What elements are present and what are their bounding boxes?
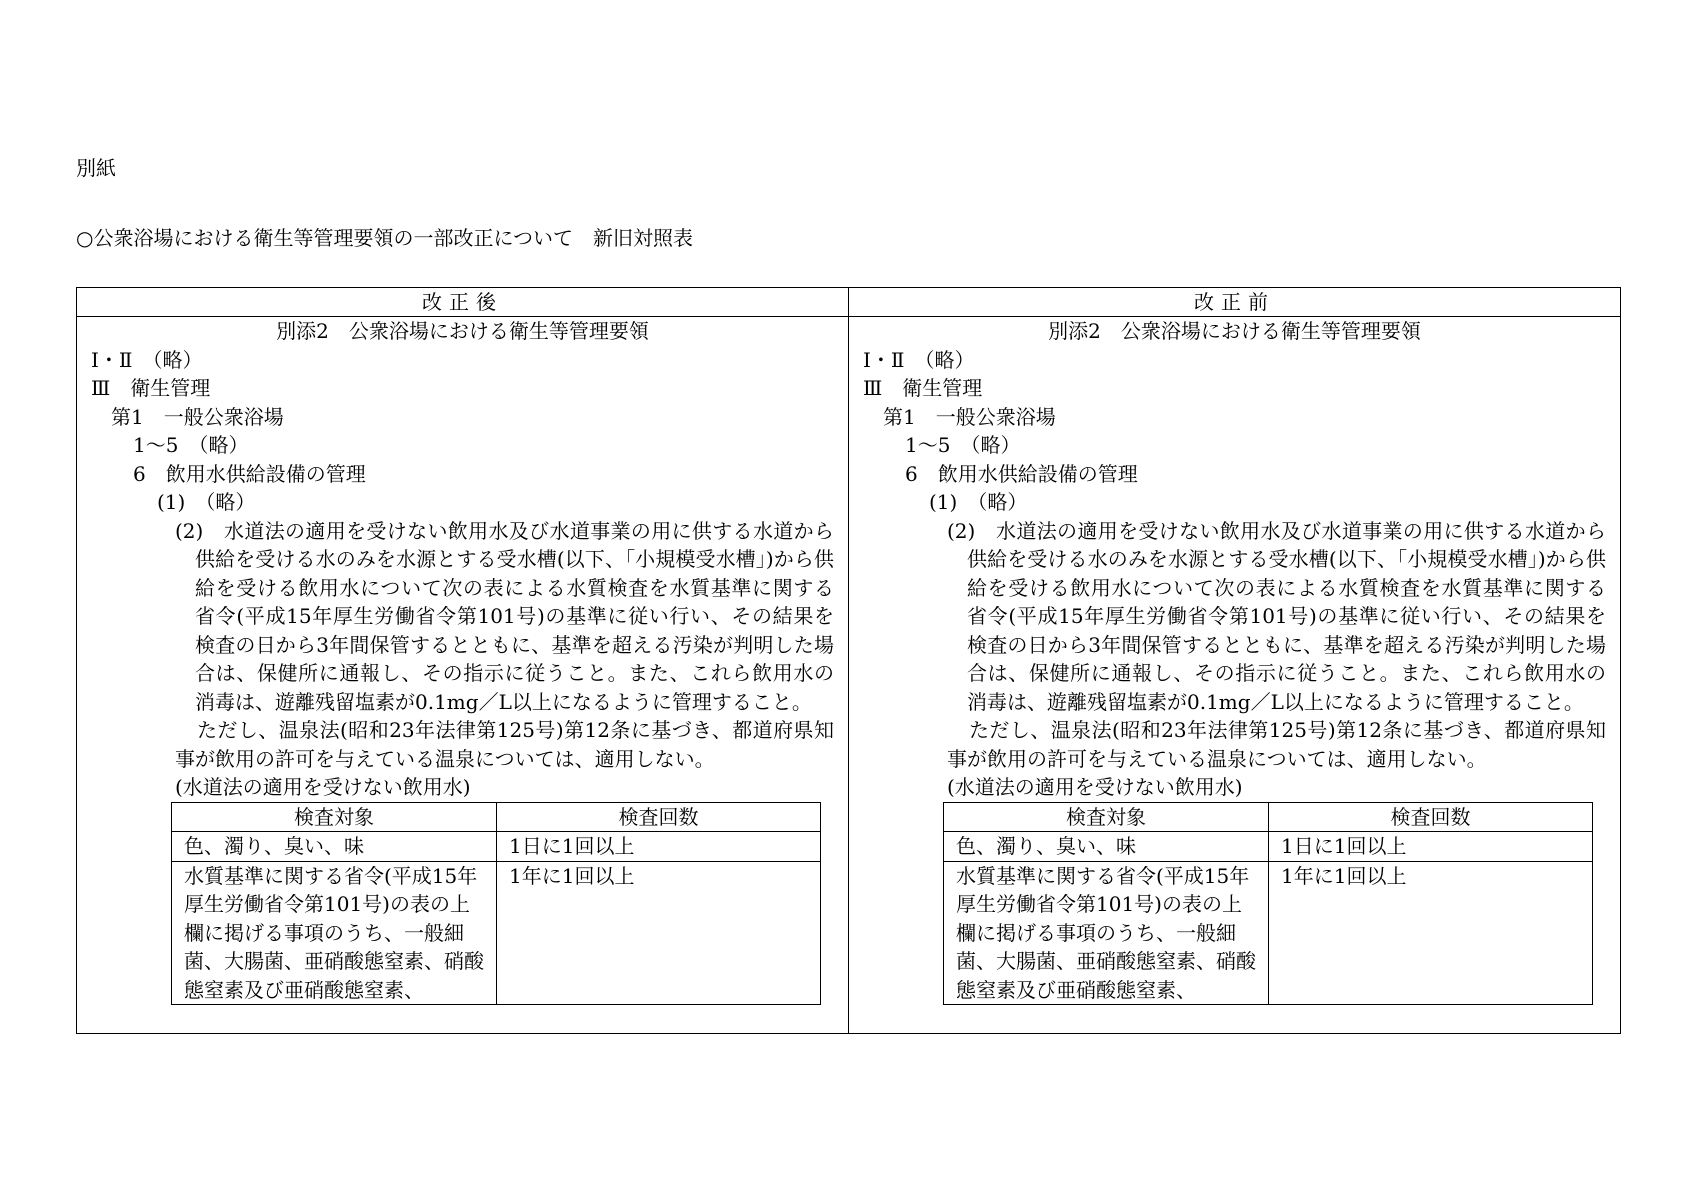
table-row (944, 832, 1593, 862)
cell-target: 色、濁り、臭い、味 (172, 832, 497, 862)
item-6-1: (1) （略） (929, 490, 1028, 514)
item-dai1: 第1 一般公衆浴場 (111, 404, 284, 429)
section-title: 別添2 公衆浴場における衛生等管理要領 (1048, 319, 1421, 343)
table-header-row (172, 802, 821, 832)
table-caption: (水道法の適用を受けない飲用水) (175, 775, 471, 799)
table-row (172, 861, 821, 1005)
cell-frequency: 1年に1回以上 (1269, 861, 1593, 1005)
item-6: 6 飲用水供給設備の管理 (905, 461, 1138, 486)
cell-frequency: 1日に1回以上 (497, 832, 821, 862)
cell-target: 水質基準に関する省令(平成15年厚生労働省令第101号)の表の上欄に掲げる事項のうち、一般細菌、大腸菌、亜硝酸態窒素、硝酸態窒素及び亜硝酸態窒素、 (172, 861, 497, 1005)
cell-frequency: 1日に1回以上 (1269, 832, 1593, 862)
item-1-5: 1～5 （略） (133, 433, 249, 457)
cell-frequency: 1年に1回以上 (497, 861, 821, 1005)
document-title: ○公衆浴場における衛生等管理要領の一部改正について 新旧対照表 (76, 226, 694, 250)
proviso-paragraph: ただし、温泉法(昭和23年法律第125号)第12条に基づき、都道府県知事が飲用の許可を与えている温泉については、適用しない。 (175, 718, 834, 771)
item-6: 6 飲用水供給設備の管理 (133, 461, 366, 486)
item-6-1: (1) （略） (157, 490, 256, 514)
item-6-2-paragraph: (2) 水道法の適用を受けない飲用水及び水道事業の用に供する水道から供給を受ける水のみを水源とする受水槽(以下、「小規模受水槽」)から供給を受ける飲用水について次の表による水質検査を水質基準に関する省令(平成15年厚生労働省令第101号)の基準に従い行い、その結果を検査の日から3年間保管するとともに、基準を超える汚染が判明した場合は、保健所に通報し、その指示に従うこと。また、これら飲用水の消毒は、遊離残留塩素が0.1mg／L以上になるように管理すること。 (947, 518, 1606, 714)
item-i-ii: Ⅰ・Ⅱ （略） (91, 347, 203, 372)
column-after-revision (77, 288, 849, 1033)
header-target: 検査対象 (944, 802, 1269, 832)
table-row (944, 861, 1593, 1005)
table-caption: (水道法の適用を受けない飲用水) (947, 775, 1243, 799)
inspection-table (943, 802, 1593, 1006)
item-6-2-paragraph: (2) 水道法の適用を受けない飲用水及び水道事業の用に供する水道から供給を受ける水のみを水源とする受水槽(以下、「小規模受水槽」)から供給を受ける飲用水について次の表による水質検査を水質基準に関する省令(平成15年厚生労働省令第101号)の基準に従い行い、その結果を検査の日から3年間保管するとともに、基準を超える汚染が判明した場合は、保健所に通報し、その指示に従うこと。また、これら飲用水の消毒は、遊離残留塩素が0.1mg／L以上になるように管理すること。 (175, 518, 834, 714)
item-dai1: 第1 一般公衆浴場 (883, 404, 1056, 429)
attachment-label: 別紙 (76, 156, 116, 180)
table-header-row (944, 802, 1593, 832)
column-header-after: 改正後 (77, 288, 848, 317)
comparison-table (76, 287, 1621, 1034)
column-header-before: 改正前 (849, 288, 1620, 317)
cell-target: 水質基準に関する省令(平成15年厚生労働省令第101号)の表の上欄に掲げる事項のうち、一般細菌、大腸菌、亜硝酸態窒素、硝酸態窒素及び亜硝酸態窒素、 (944, 861, 1269, 1005)
item-iii: Ⅲ 衛生管理 (91, 376, 211, 400)
cell-target: 色、濁り、臭い、味 (944, 832, 1269, 862)
proviso-paragraph: ただし、温泉法(昭和23年法律第125号)第12条に基づき、都道府県知事が飲用の許可を与えている温泉については、適用しない。 (947, 718, 1606, 771)
item-1-5: 1～5 （略） (905, 433, 1021, 457)
section-title: 別添2 公衆浴場における衛生等管理要領 (276, 319, 649, 343)
column-before-revision (849, 288, 1620, 1033)
header-target: 検査対象 (172, 802, 497, 832)
header-frequency: 検査回数 (1269, 802, 1593, 832)
inspection-table (171, 802, 821, 1006)
item-i-ii: Ⅰ・Ⅱ （略） (863, 347, 975, 372)
item-iii: Ⅲ 衛生管理 (863, 376, 983, 400)
header-frequency: 検査回数 (497, 802, 821, 832)
table-row (172, 832, 821, 862)
